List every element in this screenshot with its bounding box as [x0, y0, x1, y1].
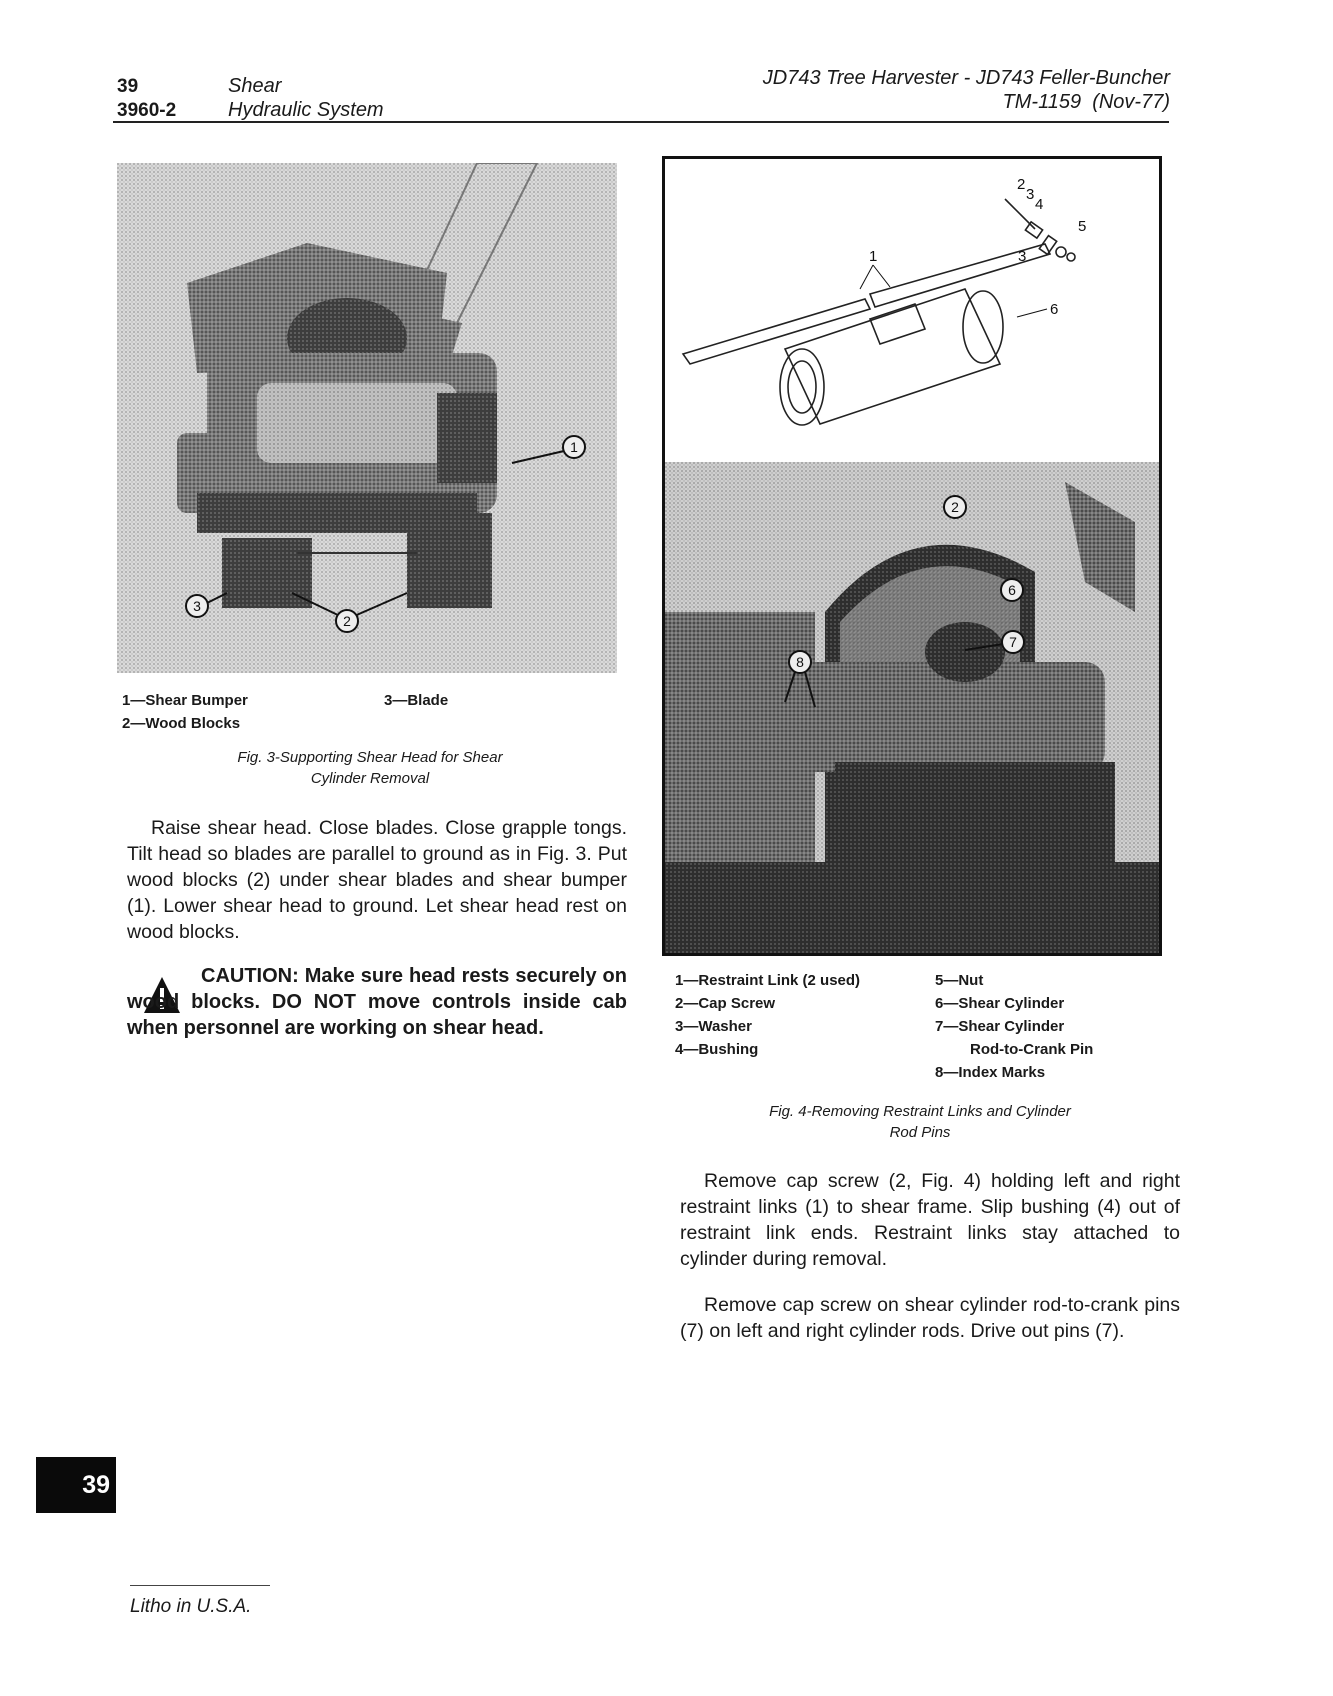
- callout-1-label: 1: [570, 439, 578, 455]
- diagram-label-1: 1: [869, 248, 878, 265]
- book-code-date: [1003, 91, 1170, 114]
- figure-4-photo: [665, 462, 1159, 953]
- diagram-label-6: 6: [1050, 301, 1059, 318]
- caption-line: Cylinder Removal: [310, 770, 430, 787]
- legend-item: 6—Shear Cylinder: [935, 995, 1065, 1012]
- figure-4-diagram: [665, 159, 1159, 459]
- legend-item: 5—Nut: [935, 972, 984, 989]
- legend-item: 7—Shear Cylinder: [935, 1018, 1065, 1035]
- legend-item: 3—Washer: [675, 1018, 752, 1035]
- photo-callout-7-label: 7: [1009, 634, 1017, 650]
- paragraph-left-text: Raise shear head. Close blades. Close grapple tongs. Tilt head so blades are parallel to ground as in Fig. 3. Put wood blocks (2) under shear blades and shear bumper (1). Lower shear head to ground. Let shear head rest on wood blocks.: [127, 817, 627, 943]
- legend-item: 1—Restraint Link (2 used): [675, 972, 861, 989]
- legend-item: 2—Cap Screw: [675, 995, 776, 1012]
- section-code: 3960-2: [117, 100, 177, 121]
- figure-3-photo: [117, 163, 617, 673]
- diagram-label-2: 2: [1017, 176, 1026, 193]
- book-date: (Nov-77): [1092, 91, 1170, 113]
- footer-litho: Litho in U.S.A.: [130, 1596, 252, 1617]
- header-rule: [113, 121, 1169, 123]
- photo-callout-2-label: 2: [951, 499, 959, 515]
- legend-item: Rod-to-Crank Pin: [970, 1041, 1094, 1058]
- legend-item: 3—Blade: [384, 692, 449, 709]
- photo-callout-2: [944, 496, 966, 518]
- paragraph-right-2: [680, 1292, 1180, 1344]
- diagram-label-5: 5: [1078, 218, 1087, 235]
- figure-4-legend-left: [675, 969, 860, 1061]
- book-title: JD743 Tree Harvester - JD743 Feller-Buncher: [762, 67, 1170, 89]
- photo-callout-6: [1001, 579, 1023, 601]
- paragraph-left: [127, 815, 627, 945]
- figure-4-frame: [662, 156, 1162, 956]
- photo-callout-6-label: 6: [1008, 582, 1016, 598]
- caution-text: CAUTION: Make sure head rests securely on wood blocks. DO NOT move controls inside cab when personnel are working on shear head.: [127, 965, 627, 1039]
- figure-4-legend-right: [935, 969, 1093, 1084]
- diagram-labels: [869, 176, 1086, 318]
- diagram-label-3b: 3: [1018, 248, 1027, 265]
- diagram-label-3: 3: [1026, 186, 1035, 203]
- figure-3-caption: [120, 747, 620, 789]
- callout-3-label: 3: [193, 598, 201, 614]
- legend-item: 8—Index Marks: [935, 1064, 1046, 1081]
- section-subtitle: Hydraulic System: [228, 99, 384, 121]
- photo-callout-8-label: 8: [796, 654, 804, 670]
- section-title: Shear: [228, 75, 282, 97]
- figure-3-legend-left: [122, 689, 248, 735]
- legend-item: 2—Wood Blocks: [122, 715, 241, 732]
- paragraph-right-2-text: Remove cap screw on shear cylinder rod-to-crank pins (7) on left and right cylinder rods. Drive out pins (7).: [680, 1294, 1180, 1342]
- legend-item: 1—Shear Bumper: [122, 692, 248, 709]
- diagram-label-4: 4: [1035, 196, 1044, 213]
- page-tab: 39: [36, 1457, 116, 1513]
- footer-rule: [130, 1585, 270, 1586]
- caption-line: Fig. 4-Removing Restraint Links and Cylinder: [769, 1103, 1071, 1120]
- figure-3-legend-right: [384, 689, 448, 712]
- book-code: TM-1159: [1002, 91, 1082, 113]
- paragraph-right-1: [680, 1168, 1180, 1272]
- page-number: 39: [117, 76, 139, 97]
- paragraph-right-1-text: Remove cap screw (2, Fig. 4) holding left and right restraint links (1) to shear frame. Slip bushing (4) out of restraint link ends. Restraint links stay attached to cylinder during removal.: [680, 1170, 1180, 1270]
- caption-line: Fig. 3-Supporting Shear Head for Shear: [237, 749, 503, 766]
- callout-2-label: 2: [343, 613, 351, 629]
- legend-item: 4—Bushing: [675, 1041, 759, 1058]
- figure-4-caption: [680, 1101, 1160, 1143]
- caption-line: Rod Pins: [889, 1124, 951, 1141]
